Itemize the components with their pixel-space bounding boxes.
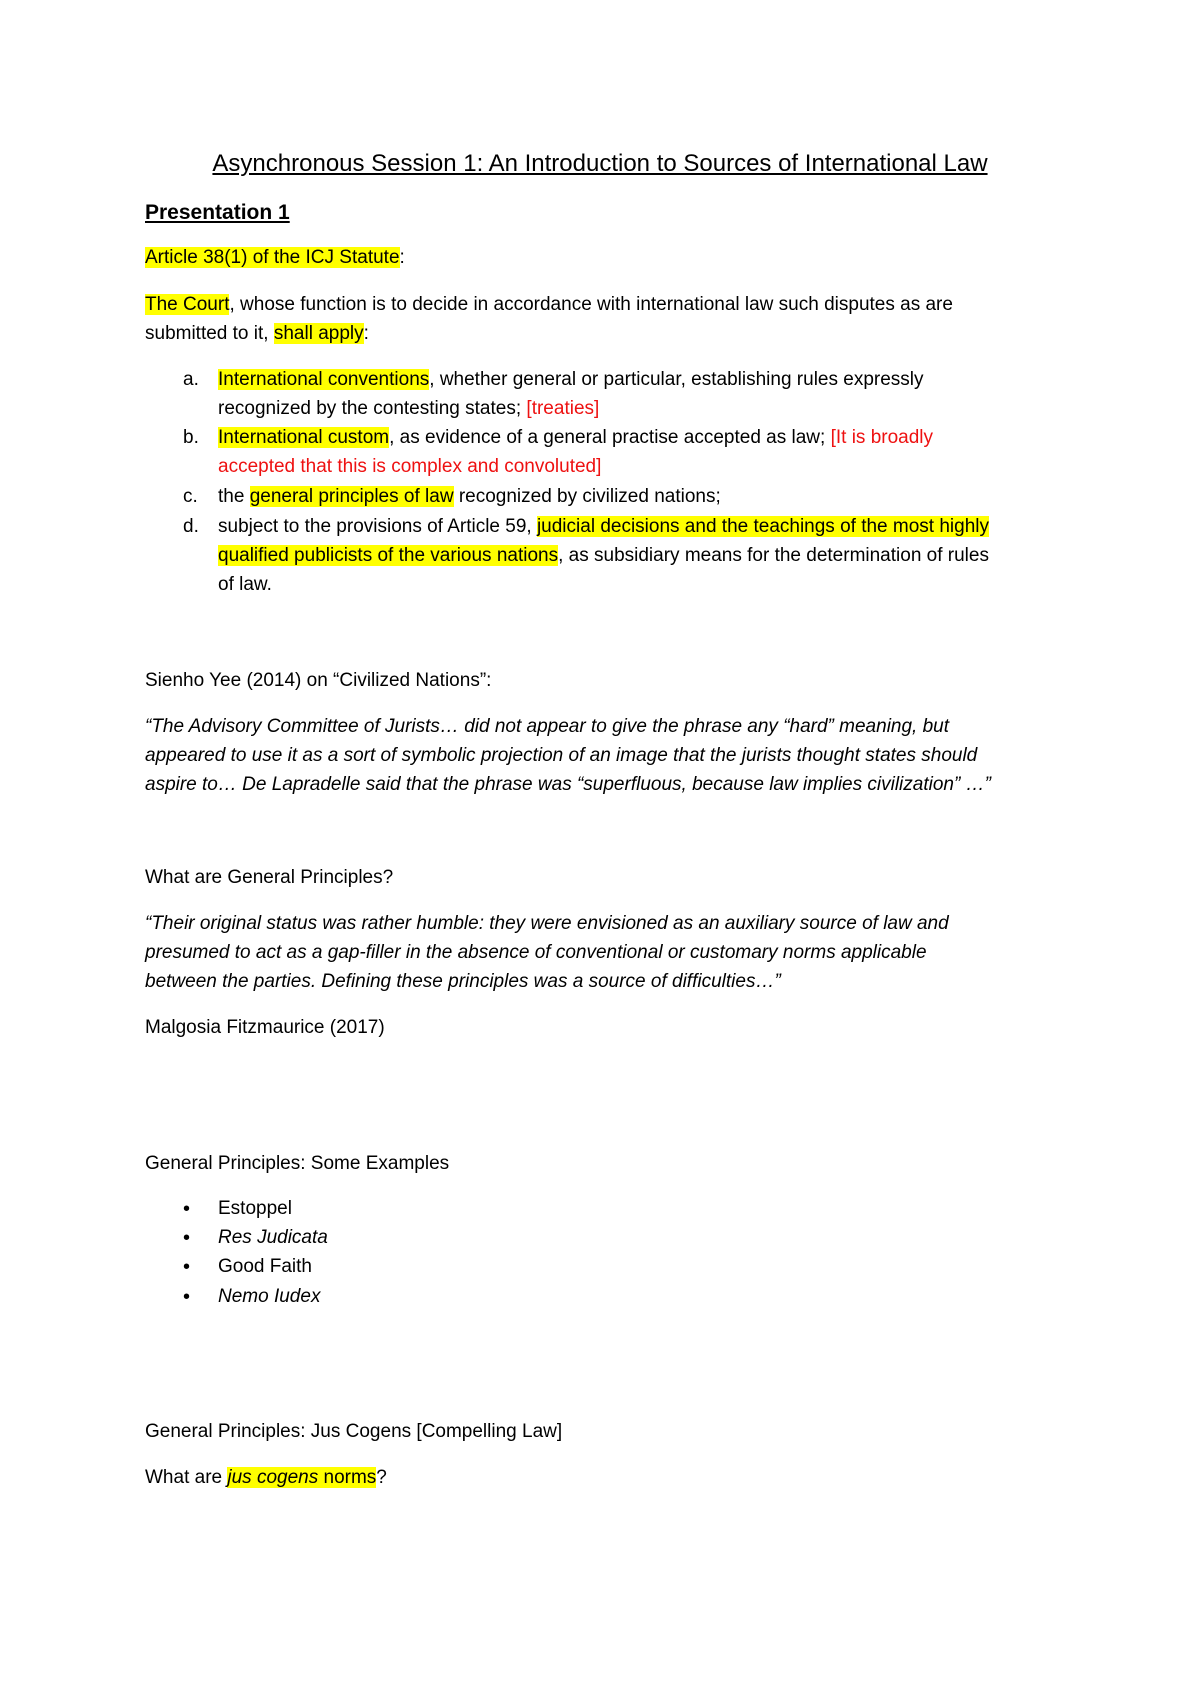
example-item-estoppel: Estoppel	[218, 1198, 292, 1219]
general-principles-heading: What are General Principles?	[145, 867, 394, 888]
general-quote-line-2: presumed to act as a gap-filler in the absence of conventional or customary norms applicable	[145, 942, 927, 963]
list-marker: b.	[183, 427, 199, 448]
bullet-icon: •	[183, 1256, 191, 1278]
list-item-b-line-1: International custom, as evidence of a general practise accepted as law; [It is broadly	[218, 427, 934, 448]
yee-quote-line-2: appeared to use it as a sort of symbolic projection of an image that the jurists thought states should	[145, 745, 978, 766]
highlight-judicial-decisions: judicial decisions and the teachings of the most highly	[536, 516, 990, 537]
example-item-good-faith: Good Faith	[218, 1256, 312, 1277]
document-title: Asynchronous Session 1: An Introduction to Sources of International Law	[212, 150, 988, 177]
examples-heading: General Principles: Some Examples	[145, 1153, 450, 1174]
list-item-c-line-1: the general principles of law recognized by civilized nations;	[218, 486, 721, 507]
article-intro-line-1: The Court, whose function is to decide in accordance with international law such disputes as are	[145, 294, 953, 315]
highlight-general-principles: general principles of law	[249, 486, 454, 507]
list-marker: a.	[183, 369, 199, 390]
general-quote-line-3: between the parties. Defining these principles was a source of difficulties…”	[145, 971, 781, 992]
example-item-res-judicata: Res Judicata	[218, 1227, 328, 1248]
list-item-a-line-1: International conventions, whether general or particular, establishing rules expressly	[218, 369, 924, 390]
bullet-icon: •	[183, 1227, 191, 1249]
article-intro-line-2: submitted to it, shall apply:	[145, 323, 369, 344]
highlight-the-court: The Court	[145, 294, 230, 315]
list-item-d-line-2: qualified publicists of the various nations, as subsidiary means for the determination of rules	[218, 545, 989, 566]
highlight-jus-cogens: jus cogens	[227, 1467, 319, 1488]
bullet-icon: •	[183, 1286, 191, 1308]
bullet-icon: •	[183, 1198, 191, 1220]
note-broadly-accepted: [It is broadly	[830, 427, 934, 448]
note-treaties: [treaties]	[526, 398, 600, 419]
highlight-international-conventions: International conventions	[218, 369, 430, 390]
highlight-qualified-publicists: qualified publicists of the various nations	[218, 545, 559, 566]
list-item-d-line-3: of law.	[218, 574, 272, 595]
jus-cogens-question: What are jus cogens norms?	[145, 1467, 387, 1488]
article-heading-text: Article 38(1) of the ICJ Statute	[145, 247, 400, 268]
yee-heading: Sienho Yee (2014) on “Civilized Nations”:	[145, 670, 492, 691]
list-marker: d.	[183, 516, 199, 537]
highlight-shall-apply: shall apply	[273, 323, 364, 344]
list-item-b-line-2: accepted that this is complex and convoluted]	[218, 456, 602, 477]
highlight-international-custom: International custom	[218, 427, 390, 448]
list-item-d-line-1: subject to the provisions of Article 59, judicial decisions and the teachings of the most highly	[218, 516, 990, 537]
jus-cogens-heading: General Principles: Jus Cogens [Compelling Law]	[145, 1421, 563, 1442]
general-quote-line-1: “Their original status was rather humble: they were envisioned as an auxiliary source of law and	[145, 913, 949, 934]
yee-quote-line-3: aspire to… De Lapradelle said that the phrase was “superfluous, because law implies civilization” …”	[145, 774, 991, 795]
general-quote-author: Malgosia Fitzmaurice (2017)	[145, 1017, 385, 1038]
example-item-nemo-iudex: Nemo Iudex	[218, 1286, 321, 1307]
article-heading: Article 38(1) of the ICJ Statute:	[145, 247, 405, 268]
list-item-a-line-2: recognized by the contesting states; [treaties]	[218, 398, 600, 419]
list-marker: c.	[183, 486, 198, 507]
yee-quote-line-1: “The Advisory Committee of Jurists… did not appear to give the phrase any “hard” meaning, but	[145, 716, 950, 737]
presentation-heading: Presentation 1	[145, 201, 290, 224]
highlight-norms: norms	[318, 1467, 377, 1488]
